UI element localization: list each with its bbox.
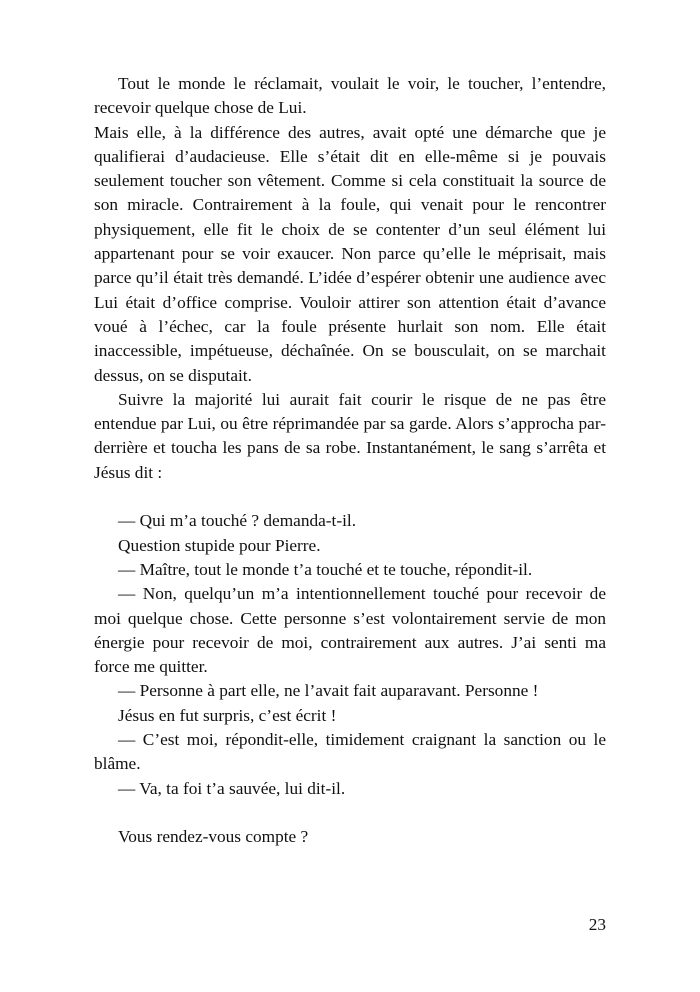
- dialogue-line: — Maître, tout le monde t’a touché et te touche, répondit-il.: [118, 559, 533, 579]
- paragraph: Suivre la majorité lui aurait fait courir le risque de ne pas être entendue par Lui, ou être réprimandée par sa garde. Alors s’approcha par-derrière et toucha les pans de sa robe. Instantanément, le sang s’arrêta et Jésus dit :: [94, 389, 606, 482]
- dialogue-line: Jésus en fut surpris, c’est écrit !: [118, 705, 337, 725]
- page-body: [94, 72, 606, 850]
- page-number: 23: [588, 915, 606, 934]
- dialogue-line: — C’est moi, répondit-elle, timidement craignant la sanction ou le blâme.: [94, 730, 606, 774]
- blank-line: [94, 801, 606, 825]
- dialogue-line: — Personne à part elle, ne l’avait fait auparavant. Personne !: [118, 681, 539, 701]
- blank-line: [94, 485, 606, 509]
- dialogue-line: — Qui m’a touché ? demanda-t-il.: [118, 511, 357, 531]
- dialogue-line: Question stupide pour Pierre.: [118, 535, 321, 555]
- paragraph: Vous rendez-vous compte ?: [118, 827, 309, 847]
- paragraph: Mais elle, à la différence des autres, avait opté une démarche que je qualifierai d’audacieuse. Elle s’était dit en elle-même si je pouvais seulement toucher son vêtement. Comme si cela constituait la source de son miracle. Contrairement à la foule, qui venait pour le rencontrer physiquement, elle fit le choix de se contenter d’un seul élément lui appartenant pour se voir exaucer. Non parce qu’elle le méprisait, mais parce qu’il était très demandé. L’idée d’espérer obtenir une audience avec Lui était d’office comprise. Vouloir attirer son attention était d’avance voué à l’échec, car la foule présente hurlait son nom. Elle était inaccessible, impétueuse, déchaînée. On se bousculait, on se marchait dessus, on se disputait.: [94, 122, 606, 385]
- dialogue-line: — Va, ta foi t’a sauvée, lui dit-il.: [118, 778, 346, 798]
- paragraph: Tout le monde le réclamait, voulait le voir, le toucher, l’entendre, recevoir quelque chose de Lui.: [94, 74, 606, 118]
- dialogue-line: — Non, quelqu’un m’a intentionnellement touché pour recevoir de moi quelque chose. Cette personne s’est volontairement servie de mon énergie pour recevoir de moi, contrairement aux autres. J’ai senti ma force me quitter.: [94, 584, 606, 677]
